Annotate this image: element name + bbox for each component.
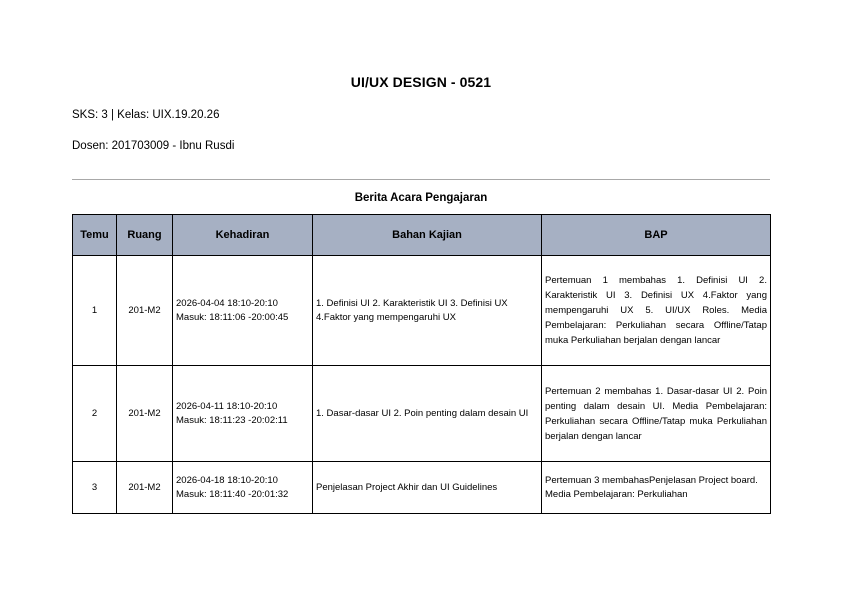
kehadiran-jadwal: 2026-04-18 18:10-20:10 (176, 474, 278, 486)
cell-ruang: 201-M2 (117, 462, 173, 514)
cell-temu: 3 (73, 462, 117, 514)
cell-kehadiran (173, 366, 313, 462)
header-kehadiran: Kehadiran (173, 215, 313, 256)
bap-table (72, 214, 771, 514)
cell-temu: 1 (73, 256, 117, 366)
kehadiran-jadwal: 2026-04-04 18:10-20:10 (176, 297, 278, 309)
dosen-line: Dosen: 201703009 - Ibnu Rusdi (72, 140, 235, 152)
cell-ruang: 201-M2 (117, 256, 173, 366)
document-title: UI/UX DESIGN - 0521 (350, 74, 492, 90)
header-temu: Temu (73, 215, 117, 256)
cell-bap: Pertemuan 3 membahasPenjelasan Project board. Media Pembelajaran: Perkuliahan (542, 462, 771, 514)
header-bahan-kajian: Bahan Kajian (313, 215, 542, 256)
header-bap: BAP (542, 215, 771, 256)
cell-kehadiran (173, 256, 313, 366)
kehadiran-masuk: Masuk: 18:11:06 -20:00:45 (176, 311, 289, 323)
cell-bap: Pertemuan 1 membahas 1. Definisi UI 2. Karakteristik UI 3. Definisi UX 4.Faktor yang mempengaruhi UX 5. UI/UX Roles. Media Pembelajaran: Perkuliahan secara Offline/Tatap muka Perkuliahan berjalan dengan lancar (542, 256, 771, 366)
table-caption: Berita Acara Pengajaran (354, 192, 488, 204)
cell-bahan-kajian: 1. Definisi UI 2. Karakteristik UI 3. Definisi UX 4.Faktor yang mempengaruhi UX (313, 256, 542, 366)
kehadiran-masuk: Masuk: 18:11:23 -20:02:11 (176, 414, 288, 426)
kehadiran-jadwal: 2026-04-11 18:10-20:10 (176, 400, 278, 412)
cell-kehadiran (173, 462, 313, 514)
cell-temu: 2 (73, 366, 117, 462)
table-row (73, 462, 771, 514)
cell-bap: Pertemuan 2 membahas 1. Dasar-dasar UI 2. Poin penting dalam desain UI. Media Pembelajaran: Perkuliahan secara Offline/Tatap muka Perkuliahan berjalan dengan lancar (542, 366, 771, 462)
table-header-row (73, 215, 771, 256)
kehadiran-masuk: Masuk: 18:11:40 -20:01:32 (176, 488, 289, 500)
table-row (73, 366, 771, 462)
table-row (73, 256, 771, 366)
horizontal-divider (72, 179, 770, 180)
sks-kelas-line: SKS: 3 | Kelas: UIX.19.20.26 (72, 109, 220, 121)
cell-ruang: 201-M2 (117, 366, 173, 462)
cell-bahan-kajian: Penjelasan Project Akhir dan UI Guidelines (313, 462, 542, 514)
cell-bahan-kajian: 1. Dasar-dasar UI 2. Poin penting dalam desain UI (313, 366, 542, 462)
header-ruang: Ruang (117, 215, 173, 256)
